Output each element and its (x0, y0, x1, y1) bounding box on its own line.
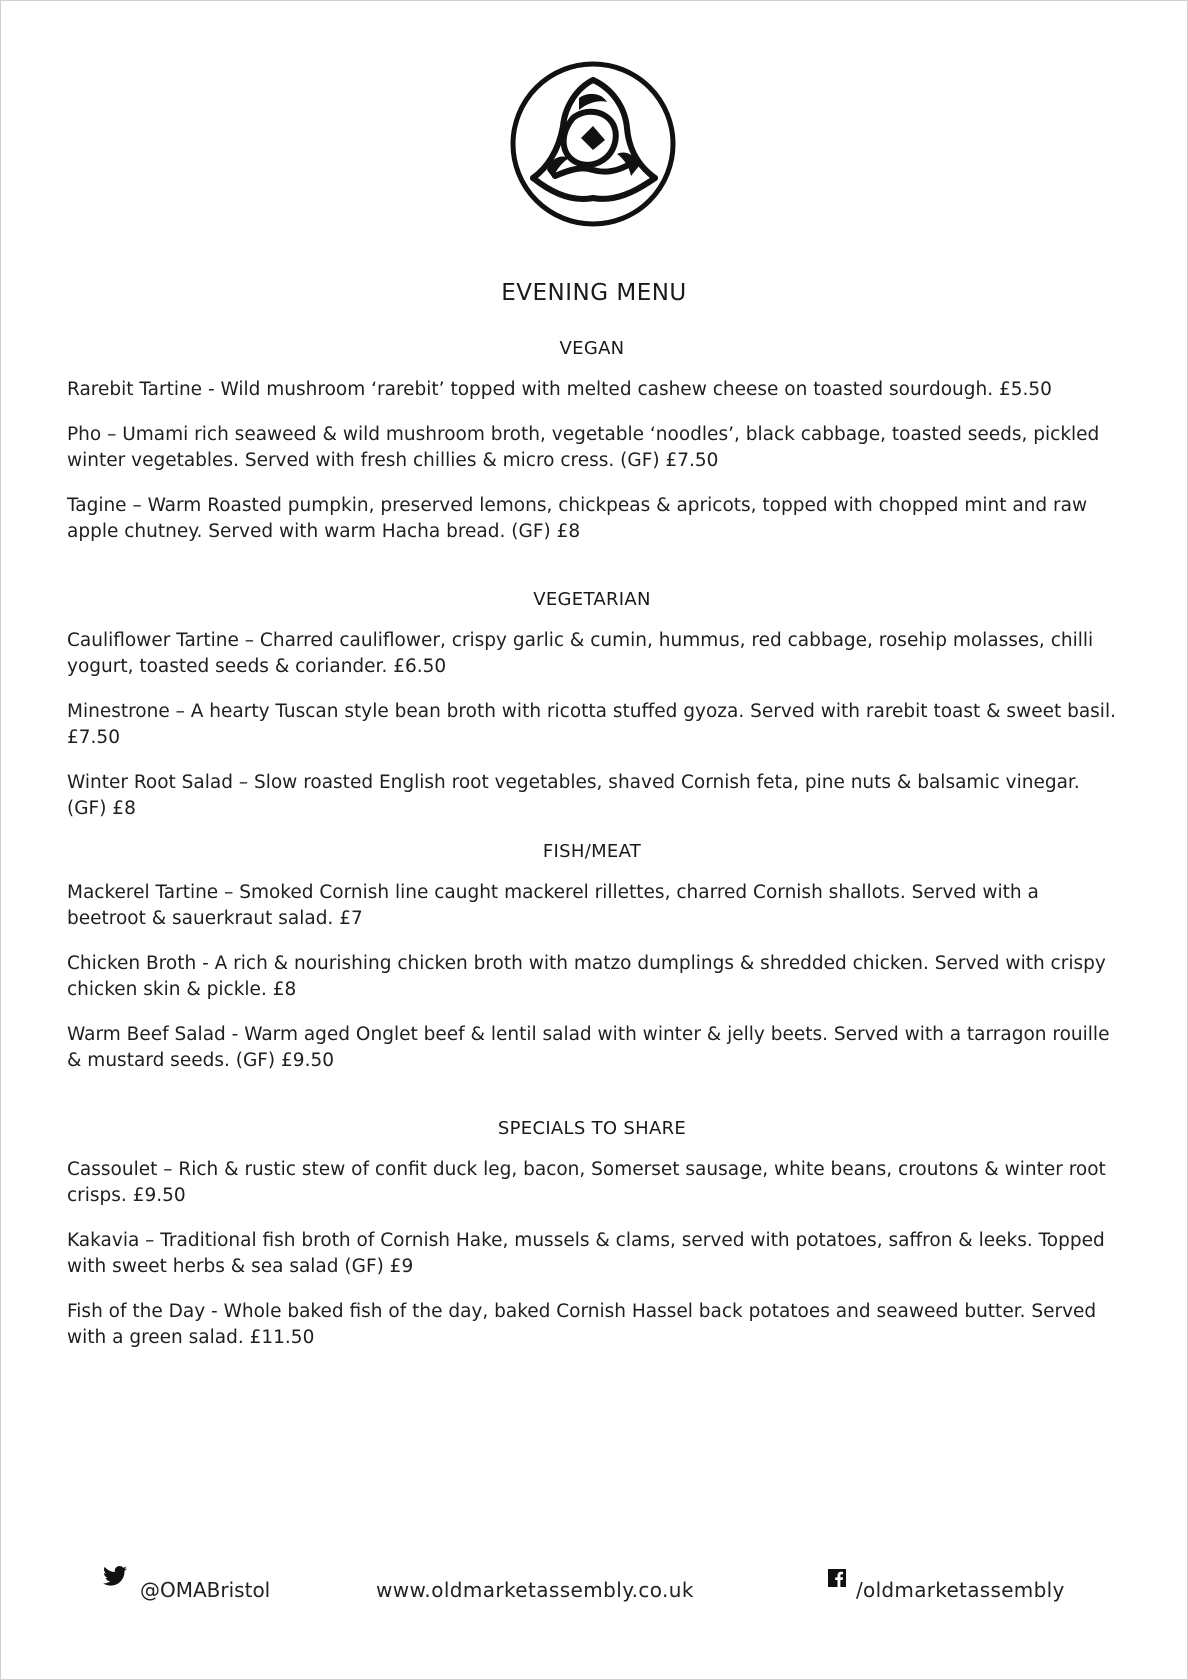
menu-item-warm-beef-salad: Warm Beef Salad - Warm aged Onglet beef & lentil salad with winter & jelly beets. Served with a tarragon rouille & mustard seeds. (GF) £9.50 (67, 1024, 1110, 1071)
section-title-vegan: VEGAN (559, 338, 625, 359)
menu-item-cauliflower-tartine: Cauliflower Tartine – Charred cauliflower, crispy garlic & cumin, hummus, red cabbage, rosehip molasses, chilli yogurt, toasted seeds & coriander. £6.50 (67, 630, 1094, 677)
facebook-icon (828, 1569, 846, 1587)
twitter-handle: @OMABristol (140, 1578, 271, 1602)
website-link[interactable]: www.oldmarketassembly.co.uk (376, 1578, 694, 1602)
section-title-fish-meat: FISH/MEAT (542, 841, 642, 862)
section-specials (67, 1118, 1127, 1351)
section-vegan (67, 338, 1127, 545)
menu-item-pho: Pho – Umami rich seaweed & wild mushroom broth, vegetable ‘noodles’, black cabbage, toasted seeds, pickled winter vegetables. Served with fresh chillies & micro cress. (GF) £7.50 (67, 424, 1100, 471)
menu-title: EVENING MENU (501, 280, 687, 306)
footer (0, 1572, 1188, 1612)
menu-content (67, 338, 1127, 1370)
knot-circle-logo-icon (507, 58, 679, 230)
menu-item-cassoulet: Cassoulet – Rich & rustic stew of confit duck leg, bacon, Somerset sausage, white beans, croutons & winter root crisps. £9.50 (67, 1159, 1106, 1206)
menu-item-winter-root-salad: Winter Root Salad – Slow roasted English root vegetables, shaved Cornish feta, pine nuts & balsamic vinegar. (GF) £8 (67, 772, 1080, 819)
menu-item-minestrone: Minestrone – A hearty Tuscan style bean broth with ricotta stuffed gyoza. Served with rarebit toast & sweet basil. £7.50 (67, 701, 1116, 748)
twitter-bird-icon (103, 1566, 127, 1586)
section-title-vegetarian: VEGETARIAN (533, 589, 651, 610)
menu-item-rarebit-tartine: Rarebit Tartine - Wild mushroom ‘rarebit’ topped with melted cashew cheese on toasted sourdough. £5.50 (67, 379, 1052, 400)
menu-item-tagine: Tagine – Warm Roasted pumpkin, preserved lemons, chickpeas & apricots, topped with chopped mint and raw apple chutney. Served with warm Hacha bread. (GF) £8 (67, 495, 1088, 542)
menu-item-fish-of-the-day: Fish of the Day - Whole baked fish of the day, baked Cornish Hassel back potatoes and seaweed butter. Served with a green salad. £11.50 (67, 1301, 1097, 1348)
menu-item-chicken-broth: Chicken Broth - A rich & nourishing chicken broth with matzo dumplings & shredded chicken. Served with crispy chicken skin & pickle. £8 (67, 953, 1106, 1000)
section-fish-meat (67, 841, 1127, 1074)
section-vegetarian (67, 589, 1127, 822)
menu-item-kakavia: Kakavia – Traditional fish broth of Cornish Hake, mussels & clams, served with potatoes, saffron & leeks. Topped with sweet herbs & sea salad (GF) £9 (67, 1230, 1105, 1277)
section-title-specials: SPECIALS TO SHARE (497, 1118, 687, 1139)
menu-item-mackerel-tartine: Mackerel Tartine – Smoked Cornish line caught mackerel rillettes, charred Cornish shallots. Served with a beetroot & sauerkraut salad. £7 (67, 882, 1039, 929)
facebook-handle: /oldmarketassembly (856, 1578, 1065, 1602)
